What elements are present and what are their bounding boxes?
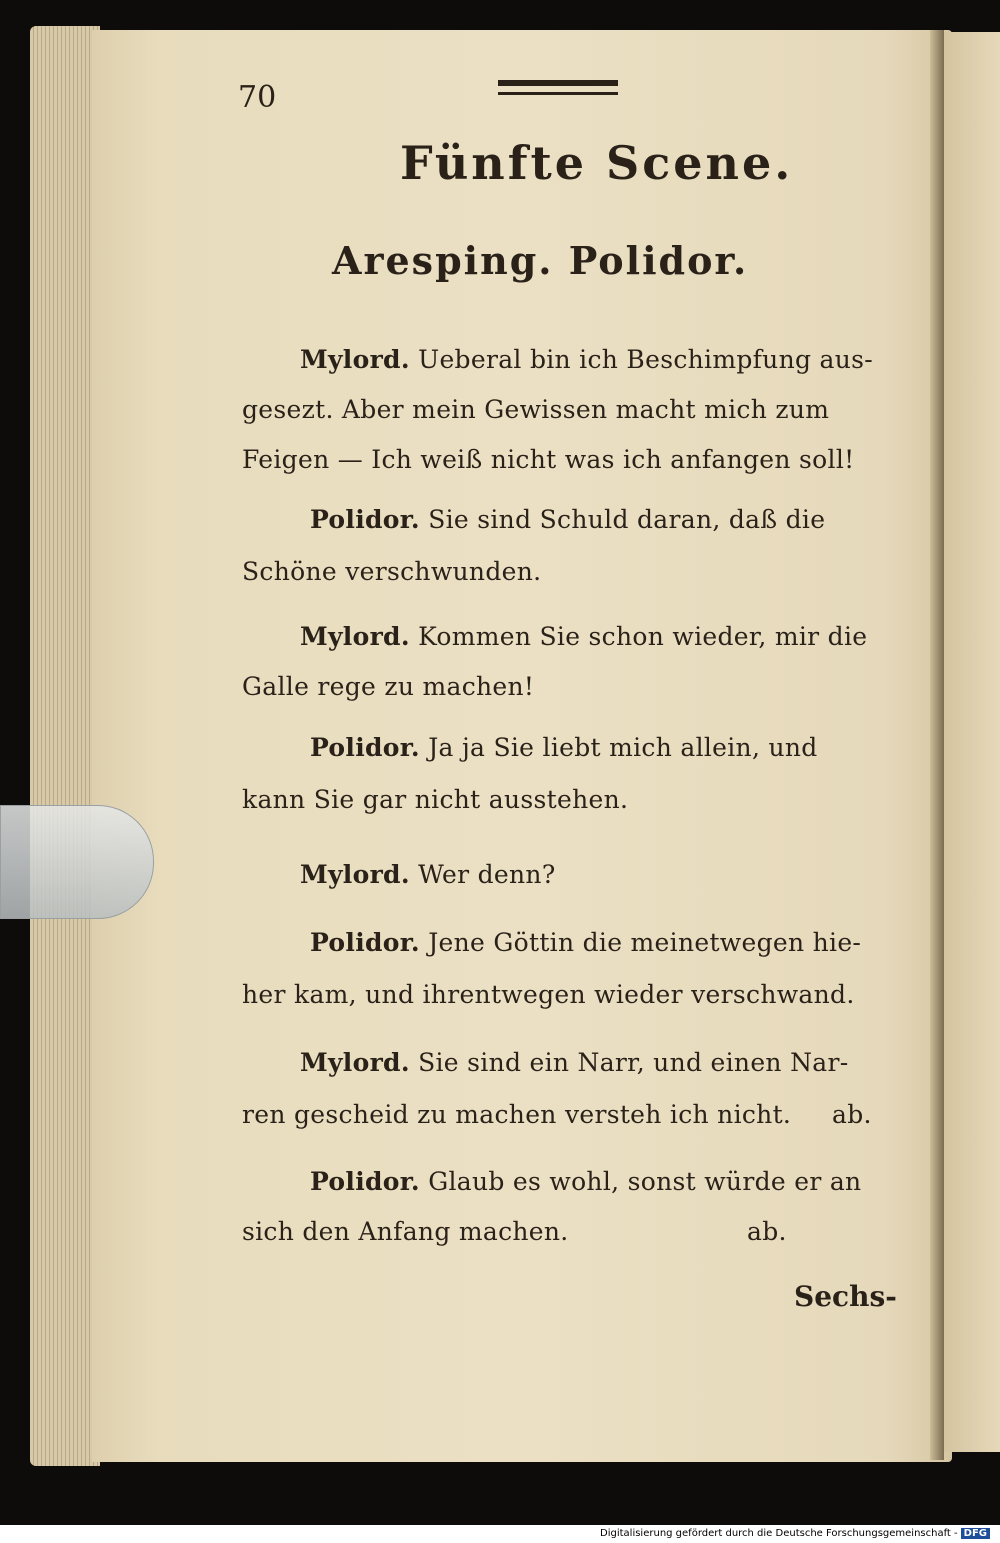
ornamental-rule-thin	[498, 92, 618, 95]
scene-title: Fünfte Scene.	[400, 136, 794, 190]
text-line	[310, 505, 825, 534]
line-text: Jene Göttin die meinetwegen hie-	[428, 928, 862, 957]
speaker-name: Polidor.	[310, 1167, 420, 1196]
line-text: gesezt. Aber mein Gewissen macht mich zum	[242, 395, 830, 424]
text-line	[242, 445, 854, 474]
line-text: Sie sind ein Narr, und einen Nar-	[418, 1048, 849, 1077]
text-line	[300, 1048, 848, 1077]
line-text: kann Sie gar nicht ausstehen.	[242, 785, 629, 814]
line-text: Wer denn?	[418, 860, 556, 889]
text-line	[300, 860, 556, 889]
line-text: sich den Anfang machen.	[242, 1217, 569, 1246]
text-line	[242, 672, 534, 701]
facing-page-edge	[944, 32, 1000, 1452]
text-line	[310, 1167, 861, 1196]
text-line	[242, 980, 855, 1009]
line-text: Sie sind Schuld daran, daß die	[428, 505, 826, 534]
speaker-name: Mylord.	[300, 860, 410, 889]
line-text: Feigen — Ich weiß nicht was ich anfangen soll!	[242, 445, 855, 474]
character-list: Aresping. Polidor.	[332, 238, 749, 283]
text-line	[300, 345, 873, 374]
stage-direction: ab.	[832, 1100, 872, 1129]
page-edges	[30, 26, 100, 1466]
line-text: her kam, und ihrentwegen wieder verschwand.	[242, 980, 855, 1009]
stage-direction: ab.	[747, 1217, 787, 1246]
text-line	[300, 622, 867, 651]
line-text: Ja ja Sie liebt mich allein, und	[428, 733, 818, 762]
text-line	[242, 1100, 872, 1129]
speaker-name: Polidor.	[310, 733, 420, 762]
text-line	[242, 395, 829, 424]
line-text: Ueberal bin ich Beschimpfung aus-	[418, 345, 874, 374]
text-line	[242, 785, 628, 814]
speaker-name: Polidor.	[310, 505, 420, 534]
footer-credit	[600, 1525, 990, 1543]
speaker-name: Polidor.	[310, 928, 420, 957]
speaker-name: Mylord.	[300, 345, 410, 374]
line-text: Kommen Sie schon wieder, mir die	[418, 622, 868, 651]
book-gutter	[930, 30, 944, 1460]
speaker-name: Mylord.	[300, 622, 410, 651]
text-line	[310, 733, 818, 762]
footer-text: Digitalisierung gefördert durch die Deutsche Forschungsgemeinschaft -	[600, 1528, 958, 1539]
dfg-logo: DFG	[961, 1528, 990, 1539]
page-number: 70	[238, 80, 277, 115]
line-text: ren gescheid zu machen versteh ich nicht.	[242, 1100, 792, 1129]
line-text: Galle rege zu machen!	[242, 672, 535, 701]
line-text: Glaub es wohl, sonst würde er an	[428, 1167, 862, 1196]
text-line	[310, 928, 861, 957]
text-line	[242, 1217, 787, 1246]
speaker-name: Mylord.	[300, 1048, 410, 1077]
catchword: Sechs-	[794, 1280, 897, 1313]
ornamental-rule	[498, 80, 618, 86]
text-line	[242, 557, 541, 586]
line-text: Schöne verschwunden.	[242, 557, 542, 586]
page-clip	[0, 805, 154, 919]
